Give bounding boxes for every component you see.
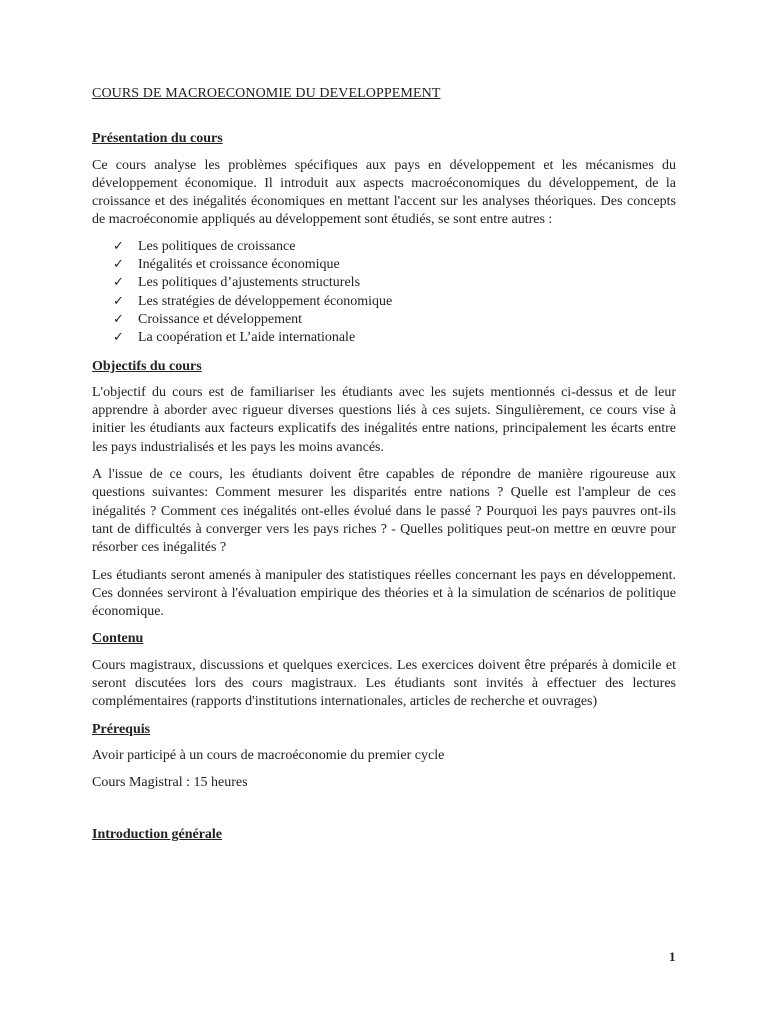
list-item: [113, 256, 676, 274]
objectifs-paragraph: L'objectif du cours est de familiariser les étudiants avec les sujets mentionnés ci-dessus et de leur apprendre à aborder avec rigueur diverses questions liés à ces sujets. Singulièrement, ce cours vise à initier les étudiants aux facteurs explicatifs des inégalités entre nations, principalement les écarts entre les pays industrialisés et les pays les moins avancés.: [92, 384, 676, 455]
list-item-label: Croissance et développement: [138, 311, 303, 327]
section-heading-contenu: Contenu: [92, 631, 144, 647]
list-item-label: Inégalités et croissance économique: [138, 257, 340, 273]
list-item-label: Les politiques de croissance: [138, 238, 296, 254]
list-item: [113, 238, 676, 256]
section-heading-objectifs: Objectifs du cours: [92, 358, 202, 374]
document-title: COURS DE MACROECONOMIE DU DEVELOPPEMENT: [92, 86, 441, 101]
list-item: [113, 293, 676, 311]
list-item-label: La coopération et L’aide internationale: [138, 330, 356, 346]
check-icon: ✓: [113, 238, 124, 254]
check-icon: ✓: [113, 330, 124, 346]
list-item: [113, 329, 676, 347]
objectifs-paragraph: Les étudiants seront amenés à manipuler des statistiques réelles concernant les pays en développement. Ces données serviront à l'évaluation empirique des théories et à la simulation de scénarios de politique économique.: [92, 567, 676, 620]
document-page: [92, 85, 676, 852]
section-heading-presentation: Présentation du cours: [92, 131, 223, 147]
presentation-paragraph: Ce cours analyse les problèmes spécifiques aux pays en développement et les mécanismes du développement économique. Il introduit aux aspects macroéconomiques du développement, de la croissance et des inégalités économiques en mettant l'accent sur les analyses théoriques. Des concepts de macroéconomie appliqués au développement sont étudiés, se sont entre autres :: [92, 157, 676, 228]
section-heading-prerequis: Prérequis: [92, 721, 151, 737]
list-item-label: Les stratégies de développement économique: [138, 293, 393, 309]
check-icon: ✓: [113, 311, 124, 327]
contenu-paragraph: Cours magistraux, discussions et quelques exercices. Les exercices doivent être préparés à domicile et seront discutées lors des cours magistraux. Les étudiants sont invités à effectuer des lectures complémentaires (rapports d'institutions internationales, articles de recherche et ouvrages): [92, 657, 676, 710]
page-number: 1: [669, 949, 676, 964]
topics-checklist: [92, 238, 676, 348]
list-item: [113, 274, 676, 292]
objectifs-paragraph: A l'issue de ce cours, les étudiants doivent être capables de répondre de manière rigoureuse aux questions suivantes: Comment mesurer les disparités entre nations ? Quelle est l'ampleur de ces inégalités ? Comment ces inégalités ont-elles évolué dans le passé ? Pourquoi les pays pauvres ont-ils tant de difficultés à converger vers les pays riches ? - Quelles politiques peut-on mettre en œuvre pour résorber ces inégalités ?: [92, 467, 676, 556]
check-icon: ✓: [113, 257, 124, 273]
check-icon: ✓: [113, 275, 124, 291]
check-icon: ✓: [113, 293, 124, 309]
list-item: [113, 311, 676, 329]
prerequis-line: Avoir participé à un cours de macroéconomie du premier cycle: [92, 747, 445, 763]
list-item-label: Les politiques d’ajustements structurels: [138, 275, 361, 291]
volume-horaire-line: Cours Magistral : 15 heures: [92, 775, 248, 791]
section-heading-introduction: Introduction générale: [92, 826, 223, 842]
